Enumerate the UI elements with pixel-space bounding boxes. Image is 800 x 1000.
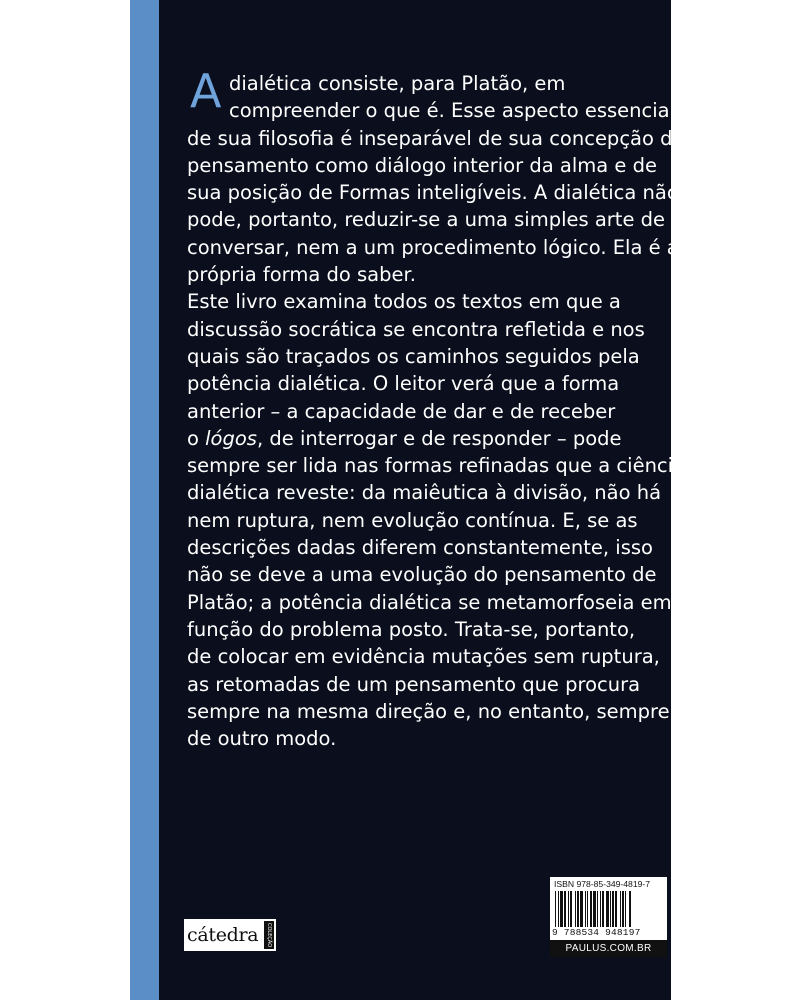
publisher-website: PAULUS.COM.BR [550,940,667,957]
barcode-bar [560,891,563,927]
text-line: de outro modo. [187,727,337,751]
text-line: potência dialética. O leitor verá que a forma [187,372,620,396]
barcode-bar [570,891,572,927]
text-line: de colocar em evidência mutações sem ruptura, [187,645,660,669]
blurb-paragraph-2 [187,288,686,752]
barcode-bar [575,891,576,927]
text-line: sua posição de Formas inteligíveis. A dialética não [187,181,679,205]
text-line: função do problema posto. Trata-se, portanto, [187,617,636,641]
drop-cap: A [190,64,222,118]
text-line: de sua filosofia é inseparável de sua concepção do [187,126,685,150]
barcode-bar [610,891,611,927]
barcode-bar [612,891,614,927]
text-line: anterior – a capacidade de dar e de receber [187,399,616,423]
barcode-bar [620,891,621,927]
barcode-bar [615,891,617,927]
barcode-bar [602,891,604,927]
publisher-logo [184,919,276,951]
spine-stripe [130,0,159,1000]
text-line: pode, portanto, reduzir-se a uma simples arte de [187,208,666,232]
barcode-block [550,877,667,957]
barcode-bar [606,891,609,927]
barcode-bar [564,891,566,927]
barcode-bar [600,891,601,927]
barcode-bar [597,891,598,927]
barcode-bar [585,891,586,927]
text-line: dialética reveste: da maiêutica à divisão, não há [187,481,662,505]
text-line [187,425,667,452]
text-line: discussão socrática se encontra refletida e nos [187,317,645,341]
barcode-bar [629,891,631,927]
barcode-digits: 9 788534 948197 [552,927,641,938]
text-line: sempre ser lida nas formas refinadas que a ciência [187,454,686,478]
text-line: Platão; a potência dialética se metamorfoseia em [187,590,672,614]
text-line: conversar, nem a um procedimento lógico. Ela é a [187,235,679,259]
publisher-collection-tag: COLEÇÃO [266,922,272,948]
text-line: sempre na mesma direção e, no entanto, sempre [187,699,670,723]
barcode-bar [577,891,579,927]
blurb-paragraph-1 [187,64,685,288]
barcode-bar [625,891,626,927]
text-line: as retomadas de um pensamento que procura [187,672,641,696]
text-fragment: o [187,426,206,450]
text-line: pensamento como diálogo interior da alma e de [187,153,657,177]
barcode-bar [590,891,592,927]
publisher-name: cátedra [187,924,259,946]
barcode-bar [593,891,596,927]
barcode-bar [555,891,556,927]
isbn-label: ISBN 978-85-349-4819-7 [554,879,651,889]
blurb-text [187,64,686,752]
text-line: dialética consiste, para Platão, em [229,72,566,95]
barcode-bar [568,891,569,927]
text-line: nem ruptura, nem evolução contínua. E, se as [187,508,638,532]
barcode-bar [587,891,588,927]
text-line: compreender o que é. Esse aspecto essencial [229,99,676,123]
text-line: descrições dadas diferem constantemente, isso [187,536,653,560]
barcode-bar [580,891,583,927]
text-fragment: , de interrogar e de responder – pode [256,426,622,450]
text-line: Este livro examina todos os textos em que a [187,290,621,314]
italic-term: lógos [205,426,257,450]
barcode-bar [558,891,559,927]
text-line: própria forma do saber. [187,263,416,287]
text-line: não se deve a uma evolução do pensamento de [187,563,657,587]
barcode-bar [622,891,624,927]
text-line: quais são traçados os caminhos seguidos pela [187,344,640,368]
barcode-icon [554,891,663,927]
